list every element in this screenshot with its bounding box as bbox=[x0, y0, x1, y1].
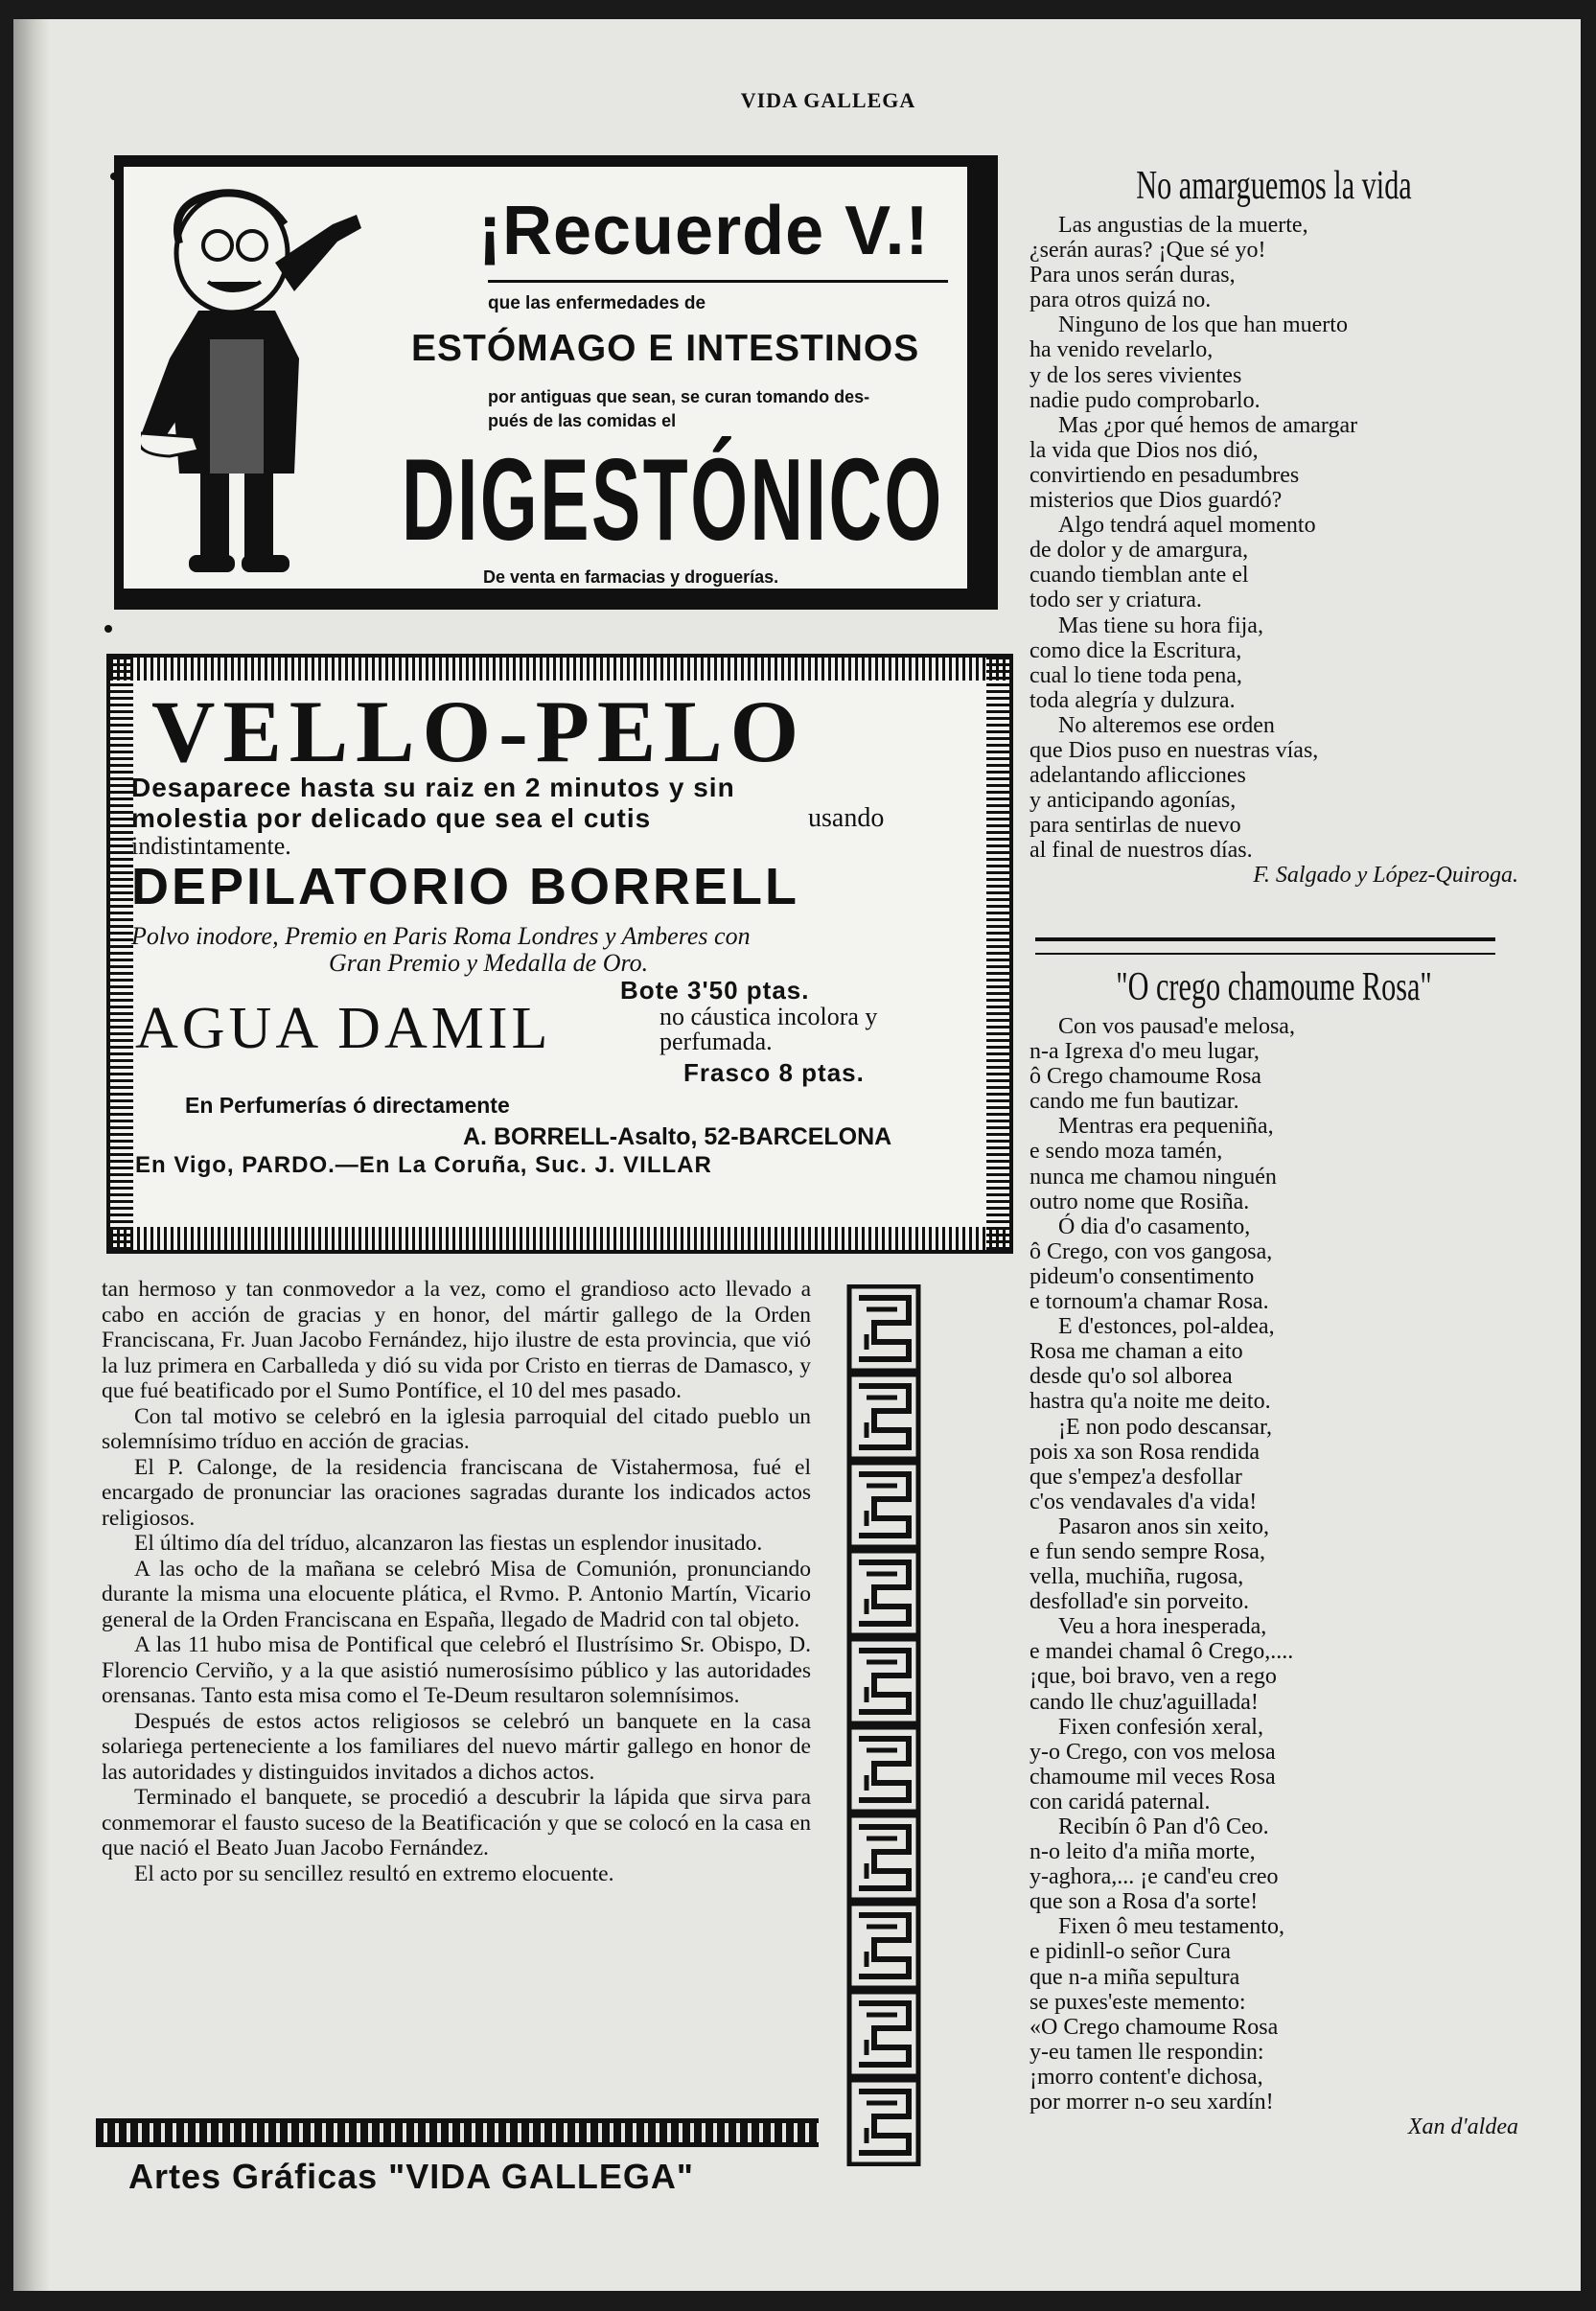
ad-headline: ¡Recuerde V.! bbox=[478, 193, 930, 269]
poem-line: por morrer n-o seu xardín! bbox=[1029, 2090, 1274, 2115]
poem-line: c'os vendavales d'a vida! bbox=[1029, 1489, 1258, 1514]
poem-line: ¡que, boi bravo, ven a rego bbox=[1029, 1664, 1277, 1690]
article-paragraph: Con tal motivo se celebró en la iglesia parroquial del citado pueblo un solemnísimo tríduo en acción de gracias. bbox=[102, 1403, 811, 1454]
poem-line: ô Crego, con vos gangosa, bbox=[1029, 1238, 1273, 1264]
digestonico-panel bbox=[124, 167, 967, 589]
vello-pelo-advertisement bbox=[106, 654, 1013, 1254]
poem-line: Para unos serán duras, bbox=[1029, 263, 1236, 289]
poem-line: cuando tiemblan ante el bbox=[1029, 563, 1249, 589]
poem-line: E d'estonces, pol-aldea, bbox=[1058, 1314, 1275, 1340]
poem-line: Las angustias de la muerte, bbox=[1058, 213, 1308, 238]
ad-claim-line: indistintamente. bbox=[131, 832, 291, 860]
awards-line: Polvo inodore, Premio en Paris Roma Londres y Amberes con bbox=[131, 922, 751, 950]
poem-line: toda alegría y dulzura. bbox=[1029, 687, 1236, 713]
poem-line: «O Crego chamoume Rosa bbox=[1029, 2014, 1279, 2040]
sales-agents: En Vigo, PARDO.—En La Coruña, Suc. J. VILLAR bbox=[135, 1152, 712, 1178]
poem-line: Fixen ô meu testamento, bbox=[1058, 1914, 1284, 1940]
column-divider-rule bbox=[1035, 937, 1495, 955]
poem-line: e mandei chamal ô Crego,.... bbox=[1029, 1639, 1294, 1665]
poem-line: y anticipando agonías, bbox=[1029, 788, 1237, 814]
poem-no-amarguemos bbox=[1029, 163, 1518, 889]
poem-line: Mentras era pequeniña, bbox=[1058, 1114, 1274, 1140]
product-description: perfumada. bbox=[659, 1028, 773, 1055]
price-label: Frasco 8 ptas. bbox=[683, 1058, 865, 1087]
poem-line: ¡E non podo descansar, bbox=[1058, 1414, 1272, 1440]
corner-dot bbox=[104, 625, 112, 633]
sales-info: En Perfumerías ó directamente bbox=[185, 1093, 510, 1118]
poem-line: al final de nuestros días. bbox=[1029, 838, 1253, 864]
poem-o-crego bbox=[1029, 964, 1518, 2140]
poem-line: Mas ¿por qué hemos de amargar bbox=[1058, 412, 1358, 438]
poem-line: n-a Igrexa d'o meu lugar, bbox=[1029, 1039, 1260, 1065]
poem-line: que n-a miña sepultura bbox=[1029, 1964, 1240, 1990]
page bbox=[13, 19, 1581, 2291]
digestonico-advertisement bbox=[114, 155, 998, 610]
ad-headline: VELLO-PELO bbox=[151, 682, 807, 780]
article-paragraph: Después de estos actos religiosos se celebró un banquete en la casa solariega perteneciente a los familiares del nuevo mártir gallego en honor de las autoridades y distinguidos invitados a dichos actos. bbox=[102, 1708, 811, 1785]
poem-line: para otros quizá no. bbox=[1029, 288, 1212, 313]
poem-line: misterios que Dios guardó? bbox=[1029, 488, 1283, 514]
ad-claim-tail: usando bbox=[808, 803, 885, 833]
poem-line: cando lle chuz'aguillada! bbox=[1029, 1689, 1259, 1715]
poem-verses bbox=[1029, 1014, 1518, 2115]
headline-rule bbox=[488, 280, 948, 283]
poem-line: pois xa son Rosa rendida bbox=[1029, 1439, 1260, 1465]
ad-body-text bbox=[488, 385, 948, 433]
poem-line: cando me fun bautizar. bbox=[1029, 1089, 1239, 1115]
poem-line: e tornoum'a chamar Rosa. bbox=[1029, 1289, 1269, 1315]
poem-line: Ninguno de los que han muerto bbox=[1058, 312, 1348, 338]
poem-line: Mas tiene su hora fija, bbox=[1058, 612, 1263, 638]
poem-line: con caridá paternal. bbox=[1029, 1789, 1211, 1814]
poem-line: pideum'o consentimento bbox=[1029, 1263, 1255, 1289]
poem-line: nunca me chamou ninguén bbox=[1029, 1164, 1277, 1190]
price-label: Bote 3'50 ptas. bbox=[620, 976, 810, 1005]
article-paragraph: A las 11 hubo misa de Pontifical que celebró el Ilustrísimo Sr. Obispo, D. Florencio Cerviño, y a la que asistió numerosísimo público y las autoridades orensanas. Tanto esta misa como el Te-Deum resultaron solemnísimos. bbox=[102, 1632, 811, 1708]
ad-subtitle: que las enfermedades de bbox=[488, 293, 706, 313]
poem-line: outro nome que Rosiña. bbox=[1029, 1189, 1250, 1214]
poem-line: se puxes'este memento: bbox=[1029, 1989, 1246, 2015]
awards-line: Gran Premio y Medalla de Oro. bbox=[329, 949, 649, 977]
poem-line: hastra qu'a noite me deito. bbox=[1029, 1389, 1271, 1415]
poem-line: que Dios puso en nuestras vías, bbox=[1029, 737, 1319, 763]
poem-line: cual lo tiene toda pena, bbox=[1029, 662, 1242, 688]
poem-line: e fun sendo sempre Rosa, bbox=[1029, 1538, 1265, 1564]
running-head: VIDA GALLEGA bbox=[740, 88, 916, 112]
poem-line: Rosa me chaman a eito bbox=[1029, 1339, 1243, 1365]
poem-line: Algo tendrá aquel momento bbox=[1058, 513, 1316, 539]
article-body bbox=[102, 1277, 811, 1886]
poem-line: No alteremos ese orden bbox=[1058, 712, 1275, 738]
product-description: no cáustica incolora y bbox=[659, 1003, 878, 1030]
poem-line: Recibín ô Pan d'ô Ceo. bbox=[1058, 1814, 1269, 1839]
poem-signature: Xan d'aldea bbox=[1407, 2115, 1518, 2140]
poem-title: "O crego chamoume Rosa" bbox=[1116, 965, 1432, 1009]
poem-line: ¿serán auras? ¡Que sé yo! bbox=[1029, 238, 1266, 264]
ad-claim-line: Desaparece hasta su raiz en 2 minutos y sin bbox=[131, 773, 735, 802]
poem-line: vella, muchiña, rugosa, bbox=[1029, 1564, 1244, 1590]
poem-line: y-aghora,... ¡e cand'eu creo bbox=[1029, 1864, 1279, 1890]
poem-line: de dolor y de amargura, bbox=[1029, 538, 1249, 564]
poem-line: que son a Rosa d'a sorte! bbox=[1029, 1889, 1259, 1915]
page-spine-shadow bbox=[13, 19, 50, 2291]
poem-verses bbox=[1029, 213, 1518, 863]
product-name: AGUA DAMIL bbox=[135, 996, 552, 1061]
sales-address: A. BORRELL-Asalto, 52-BARCELONA bbox=[463, 1123, 892, 1150]
poem-line: Veu a hora inesperada, bbox=[1058, 1614, 1267, 1640]
vello-pelo-panel bbox=[131, 682, 983, 1223]
poem-line: Ó dia d'o casamento, bbox=[1058, 1213, 1251, 1239]
caricature-illustration bbox=[141, 186, 371, 579]
poem-line: adelantando aflicciones bbox=[1029, 763, 1246, 789]
poem-line: nadie pudo comprobarlo. bbox=[1029, 387, 1261, 413]
ad-body-line: pués de las comidas el bbox=[488, 411, 677, 430]
poem-line: e sendo moza tamén, bbox=[1029, 1139, 1223, 1165]
ad-footer: De venta en farmacias y droguerías. bbox=[483, 567, 779, 587]
ad-condition-heading: ESTÓMAGO E INTESTINOS bbox=[411, 328, 920, 369]
corner-dot bbox=[110, 173, 118, 180]
poem-line: para sentirlas de nuevo bbox=[1029, 813, 1241, 839]
poem-line: y-eu tamen lle respondin: bbox=[1029, 2039, 1264, 2065]
poem-line: convirtiendo en pesadumbres bbox=[1029, 462, 1300, 488]
poem-line: todo ser y criatura. bbox=[1029, 588, 1202, 613]
brand-name: DIGESTÓNICO bbox=[402, 434, 944, 565]
product-name: DEPILATORIO BORRELL bbox=[131, 858, 800, 915]
poem-line: como dice la Escritura, bbox=[1029, 637, 1242, 663]
poem-line: ¡morro content'e dichosa, bbox=[1029, 2064, 1263, 2090]
poem-line: chamoume mil veces Rosa bbox=[1029, 1764, 1276, 1790]
poem-line: y de los seres vivientes bbox=[1029, 362, 1242, 388]
article-paragraph: El acto por su sencillez resultó en extremo elocuente. bbox=[134, 1860, 614, 1886]
ad-body-line: por antiguas que sean, se curan tomando des- bbox=[488, 387, 870, 406]
poem-line: desfollad'e sin porveito. bbox=[1029, 1589, 1249, 1615]
article-paragraph: El último día del tríduo, alcanzaron las fiestas un esplendor inusitado. bbox=[134, 1531, 763, 1556]
article-paragraph: El P. Calonge, de la residencia franciscana de Vistahermosa, fué el encargado de pronunciar las oraciones sagradas durante los indicados actos religiosos. bbox=[102, 1454, 811, 1531]
poem-line: desde qu'o sol alborea bbox=[1029, 1364, 1233, 1390]
poem-line: y-o Crego, con vos melosa bbox=[1029, 1739, 1276, 1765]
printer-imprint: Artes Gráficas "VIDA GALLEGA" bbox=[128, 2157, 694, 2196]
poem-title: No amarguemos la vida bbox=[1136, 164, 1412, 208]
poem-line: Con vos pausad'e melosa, bbox=[1058, 1014, 1295, 1039]
poem-line: Pasaron anos sin xeito, bbox=[1058, 1514, 1269, 1539]
ad-claim-line: molestia por delicado que sea el cutis bbox=[131, 803, 652, 833]
poem-signature: F. Salgado y López-Quiroga. bbox=[1253, 863, 1518, 889]
poem-line: que s'empez'a desfollar bbox=[1029, 1464, 1242, 1490]
poem-line: n-o leito d'a miña morte, bbox=[1029, 1839, 1256, 1865]
article-paragraph: tan hermoso y tan conmovedor a la vez, como el grandioso acto llevado a cabo en acción de gracias y en honor, del mártir gallego de la Orden Franciscana, Fr. Juan Jacobo Fernández, hijo ilustre de esta provincia, que vió la luz primera en Carballeda y dió su vida por Cristo en tierras de Damasco, y que fué beatificado por el Sumo Pontífice, el 10 del mes pasado. bbox=[102, 1277, 811, 1403]
poem-line: Fixen confesión xeral, bbox=[1058, 1714, 1263, 1740]
article-paragraph: A las ocho de la mañana se celebró Misa de Comunión, pronunciando durante la misma una elocuente plática, el Rvmo. P. Antonio Martín, Vicario general de la Orden Franciscana en España, llegado de Madrid con tal objeto. bbox=[102, 1556, 811, 1632]
footer-ornament-rule bbox=[96, 2118, 819, 2147]
poem-line: e pidinll-o señor Cura bbox=[1029, 1939, 1231, 1965]
poem-line: ha venido revelarlo, bbox=[1029, 337, 1214, 363]
poem-line: ô Crego chamoume Rosa bbox=[1029, 1064, 1261, 1090]
article-paragraph: Terminado el banquete, se procedió a descubrir la lápida que sirva para conmemorar el fausto suceso de la Beatificación y que se colocó en la casa en que nació el Beato Juan Jacobo Fernández. bbox=[102, 1785, 811, 1860]
poem-line: la vida que Dios nos dió, bbox=[1029, 437, 1259, 463]
decorative-border-ornament bbox=[845, 1284, 922, 2166]
